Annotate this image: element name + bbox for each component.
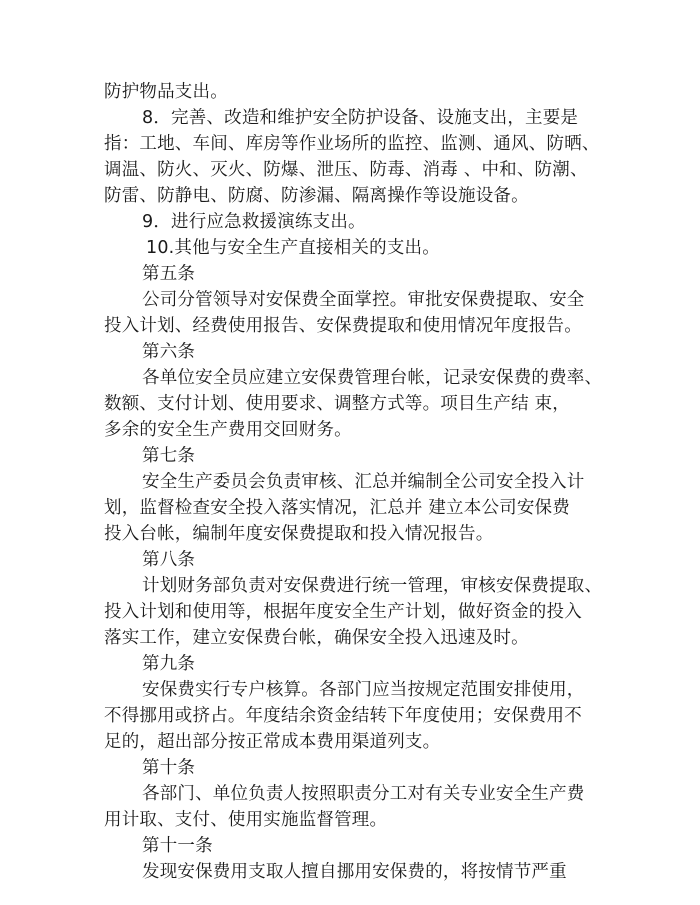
- article-8-body-line: 计划财务部负责对安保费进行统一管理，审核安保费提取、: [142, 576, 603, 596]
- article-10-heading: 第十条: [142, 758, 196, 778]
- article-6-body-line: 数额、支付计划、使用要求、调整方式等。项目生产结 束，: [104, 394, 570, 414]
- article-7-heading: 第七条: [142, 446, 196, 466]
- list-item-8-line: 防雷、防静电、防腐、防渗漏、隔离操作等设施设备。: [104, 186, 529, 206]
- article-9-body-line: 安保费实行专户核算。各部门应当按规定范围安排使用，: [142, 680, 585, 700]
- article-6-heading: 第六条: [142, 342, 196, 362]
- article-9-body-line: 足的，超出部分按正常成本费用渠道列支。: [104, 732, 441, 752]
- article-5-heading: 第五条: [142, 264, 196, 284]
- article-6-body-line: 多余的安全生产费用交回财务。: [104, 420, 352, 440]
- article-7-body-line: 投入台帐，编制年度安保费提取和投入情况报告。: [104, 524, 494, 544]
- article-10-body-line: 用计取、支付、使用实施监督管理。: [104, 810, 388, 830]
- article-5-body-line: 公司分管领导对安保费全面掌控。审批安保费提取、安全: [142, 290, 585, 310]
- article-8-heading: 第八条: [142, 550, 196, 570]
- body-text-line: 防护物品支出。: [104, 82, 228, 102]
- list-item-10: 10.其他与安全生产直接相关的支出。: [146, 238, 440, 258]
- article-5-body-line: 投入计划、经费使用报告、安保费提取和使用情况年度报告。: [104, 316, 582, 336]
- list-item-8-line: 调温、防火、灭火、防爆、泄压、防毒、消毒 、中和、防潮、: [104, 160, 588, 180]
- article-7-body-line: 划，监督检查安全投入落实情况，汇总并 建立本公司安保费: [104, 498, 570, 518]
- article-9-body-line: 不得挪用或挤占。年度结余资金结转下年度使用；安保费用不: [104, 706, 582, 726]
- article-8-body-line: 落实工作，建立安保费台帐，确保安全投入迅速及时。: [104, 628, 529, 648]
- article-9-heading: 第九条: [142, 654, 196, 674]
- list-item-8-line: 指：工地、车间、库房等作业场所的监控、监测、通风、防晒、: [104, 134, 600, 154]
- list-item-9: 9．进行应急救援演练支出。: [142, 212, 366, 232]
- article-11-heading: 第十一条: [142, 836, 213, 856]
- article-6-body-line: 各单位安全员应建立安保费管理台帐，记录安保费的费率、: [142, 368, 603, 388]
- article-8-body-line: 投入计划和使用等，根据年度安全生产计划，做好资金的投入: [104, 602, 582, 622]
- article-11-body-line: 发现安保费用支取人擅自挪用安保费的，将按情节严重: [142, 862, 567, 882]
- article-10-body-line: 各部门、单位负责人按照职责分工对有关专业安全生产费: [142, 784, 585, 804]
- article-7-body-line: 安全生产委员会负责审核、汇总并编制全公司安全投入计: [142, 472, 585, 492]
- list-item-8-line: 8．完善、改造和维护安全防护设备、设施支出，主要是: [142, 108, 579, 128]
